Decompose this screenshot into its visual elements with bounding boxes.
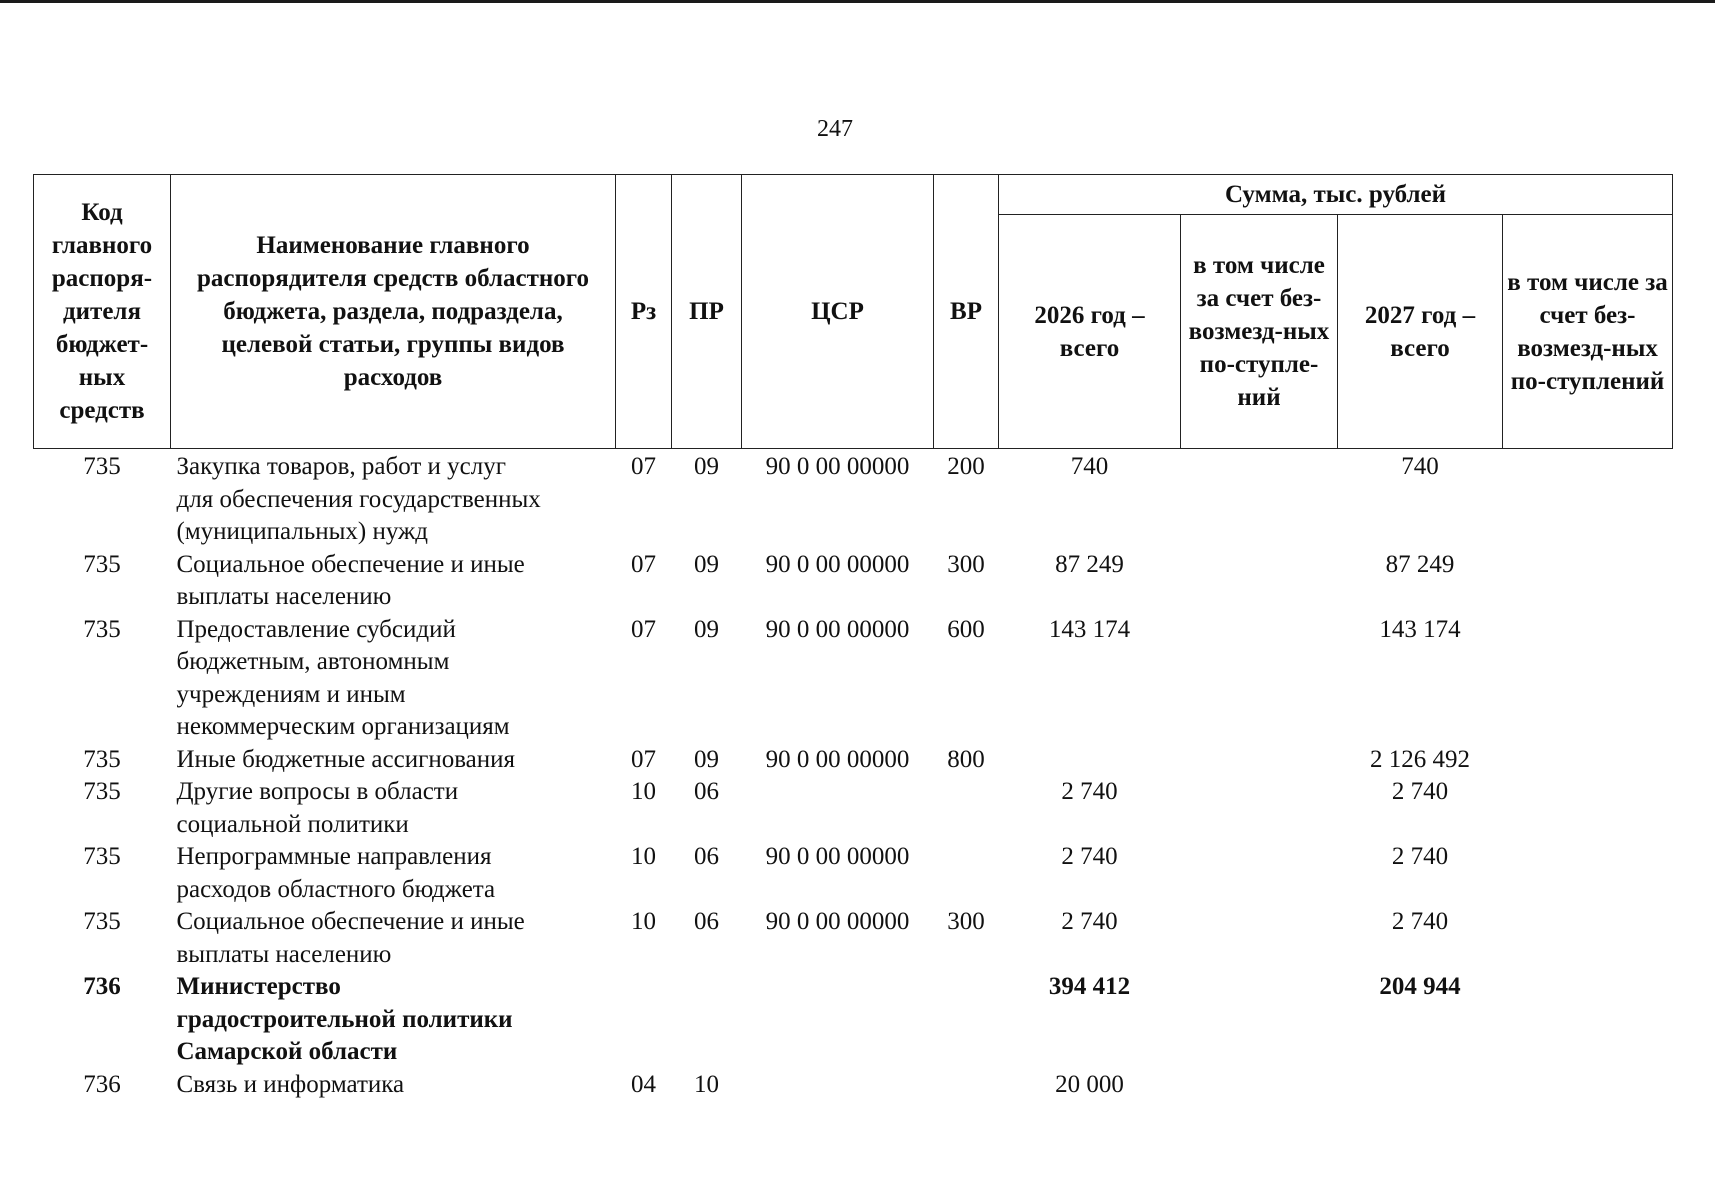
cell-code: 735 xyxy=(83,745,121,773)
cell-code: 735 xyxy=(83,843,121,870)
cell-2027-total: 2 740 xyxy=(1391,778,1449,805)
cell-vr: 600 xyxy=(947,615,985,643)
cell-rz: 07 xyxy=(631,615,656,643)
cell-2027-free xyxy=(1503,906,1673,971)
cell-2027-total: 143 174 xyxy=(1379,615,1461,643)
cell-name xyxy=(171,971,616,1069)
table-row xyxy=(34,614,1673,744)
name-line: для обеспечения государственных xyxy=(176,485,541,513)
cell-csr xyxy=(742,776,934,841)
table-row xyxy=(34,776,1673,841)
cell-csr: 90 0 00 00000 xyxy=(765,843,910,870)
cell-rz: 07 xyxy=(631,745,656,773)
cell-vr: 300 xyxy=(947,550,985,578)
cell-2026-free xyxy=(1181,841,1338,906)
cell-2027-total xyxy=(1338,1069,1503,1102)
cell-pr: 09 xyxy=(694,745,719,773)
cell-vr xyxy=(934,776,999,841)
name-line: Другие вопросы в области xyxy=(176,778,459,805)
name-line: (муниципальных) нужд xyxy=(176,518,429,545)
cell-name xyxy=(171,549,616,614)
cell-csr: 90 0 00 00000 xyxy=(765,745,910,773)
name-line: бюджетным, автономным xyxy=(176,648,450,675)
cell-vr xyxy=(934,1069,999,1102)
cell-code: 735 xyxy=(83,615,121,643)
name-line: Связь и информатика xyxy=(176,1070,405,1098)
cell-pr: 10 xyxy=(694,1070,719,1098)
cell-2026-free xyxy=(1181,906,1338,971)
name-line: Закупка товаров, работ и услуг xyxy=(176,453,506,480)
name-line: Предоставление субсидий xyxy=(176,615,456,643)
cell-vr: 800 xyxy=(947,745,985,773)
cell-csr: 90 0 00 00000 xyxy=(765,615,910,643)
cell-2027-free xyxy=(1503,549,1673,614)
cell-csr xyxy=(742,971,934,1069)
cell-2027-free xyxy=(1503,449,1673,549)
cell-csr: 90 0 00 00000 xyxy=(765,550,910,578)
page-number: 247 xyxy=(817,116,853,142)
cell-2027-total: 2 740 xyxy=(1391,843,1449,870)
table-row xyxy=(34,1069,1673,1102)
cell-rz: 04 xyxy=(631,1070,656,1098)
header-name: Наименование главного распорядителя средств областного бюджета, раздела, подраздела, целевой статьи, группы видов расходов xyxy=(171,175,616,449)
cell-pr: 09 xyxy=(694,453,719,480)
header-rz: Рз xyxy=(616,175,672,449)
cell-2026-total: 740 xyxy=(1070,453,1109,480)
name-line: Социальное обеспечение и иные xyxy=(176,908,525,935)
header-vr: ВР xyxy=(934,175,999,449)
header-sum-group: Сумма, тыс. рублей xyxy=(999,175,1673,215)
cell-2026-total: 2 740 xyxy=(1061,778,1118,805)
cell-name xyxy=(171,776,616,841)
cell-2026-free xyxy=(1181,776,1338,841)
cell-2026-total: 20 000 xyxy=(1055,1070,1124,1098)
name-line: Непрограммные направления xyxy=(176,843,492,870)
cell-csr: 90 0 00 00000 xyxy=(765,908,910,935)
table-header xyxy=(34,175,1673,449)
cell-2027-free xyxy=(1503,744,1673,777)
cell-2026-free xyxy=(1181,971,1338,1069)
cell-name xyxy=(171,614,616,744)
cell-csr xyxy=(742,1069,934,1102)
cell-2027-free xyxy=(1503,841,1673,906)
cell-rz: 10 xyxy=(631,843,656,870)
cell-2026-total xyxy=(999,744,1181,777)
name-line: расходов областного бюджета xyxy=(176,875,496,903)
cell-name xyxy=(171,841,616,906)
cell-pr: 09 xyxy=(694,615,719,643)
cell-2026-free xyxy=(1181,614,1338,744)
budget-table xyxy=(33,174,1673,1101)
cell-2026-free xyxy=(1181,1069,1338,1102)
table-row xyxy=(34,971,1673,1069)
cell-2026-free xyxy=(1181,549,1338,614)
cell-vr: 300 xyxy=(947,908,985,935)
name-line: Социальное обеспечение и иные xyxy=(176,550,525,578)
header-code: Код главного распоря-дителя бюджет-ных средств xyxy=(34,175,171,449)
cell-2027-free xyxy=(1503,1069,1673,1102)
cell-code: 735 xyxy=(83,550,121,578)
table-body xyxy=(34,449,1673,1102)
table-row xyxy=(34,841,1673,906)
cell-rz: 07 xyxy=(631,453,656,480)
header-pr: ПР xyxy=(672,175,742,449)
cell-2027-free xyxy=(1503,971,1673,1069)
table-row xyxy=(34,744,1673,777)
cell-name xyxy=(171,449,616,549)
cell-2027-total: 2 740 xyxy=(1391,908,1449,935)
cell-pr: 06 xyxy=(694,908,719,935)
cell-name xyxy=(171,744,616,777)
cell-code: 735 xyxy=(83,778,121,805)
cell-code: 735 xyxy=(83,453,121,480)
cell-name xyxy=(171,1069,616,1102)
header-2026-total: 2026 год – всего xyxy=(999,215,1181,449)
cell-2027-total: 2 126 492 xyxy=(1370,745,1470,773)
cell-rz: 10 xyxy=(631,778,656,805)
header-2026-free: в том числе за счет без-возмезд-ных по-ступле-ний xyxy=(1181,215,1338,449)
cell-2027-free xyxy=(1503,614,1673,744)
name-line: выплаты населению xyxy=(176,940,392,968)
cell-pr: 09 xyxy=(694,550,719,578)
cell-2026-total: 2 740 xyxy=(1061,908,1118,935)
name-line: градостроительной политики xyxy=(176,1005,513,1033)
cell-code: 736 xyxy=(83,973,121,1000)
cell-code: 736 xyxy=(83,1070,121,1098)
name-line: некоммерческим организациям xyxy=(176,713,510,740)
table-row xyxy=(34,906,1673,971)
cell-pr xyxy=(672,971,742,1069)
name-line: выплаты населению xyxy=(176,583,392,610)
name-line: социальной политики xyxy=(176,810,409,838)
header-2027-free: в том числе за счет без-возмезд-ных по-ступлений xyxy=(1503,215,1673,449)
cell-vr: 200 xyxy=(947,453,985,480)
header-csr: ЦСР xyxy=(742,175,934,449)
name-line: учреждениям и иным xyxy=(176,680,406,708)
cell-2026-free xyxy=(1181,449,1338,549)
cell-rz: 10 xyxy=(631,908,656,935)
name-line: Иные бюджетные ассигнования xyxy=(176,745,516,773)
cell-2026-total: 143 174 xyxy=(1048,615,1131,643)
cell-code: 735 xyxy=(83,908,121,935)
cell-pr: 06 xyxy=(694,778,719,805)
cell-vr xyxy=(934,971,999,1069)
cell-csr: 90 0 00 00000 xyxy=(765,453,910,480)
cell-2027-total: 87 249 xyxy=(1385,550,1455,578)
cell-rz xyxy=(616,971,672,1069)
cell-2026-total: 394 412 xyxy=(1048,973,1131,1000)
table-row xyxy=(34,549,1673,614)
cell-2027-total: 740 xyxy=(1401,453,1439,480)
cell-vr xyxy=(934,841,999,906)
cell-rz: 07 xyxy=(631,550,656,578)
name-line: Министерство xyxy=(176,973,341,1000)
header-2027-total: 2027 год – всего xyxy=(1338,215,1503,449)
name-line: Самарской области xyxy=(176,1038,398,1065)
cell-2027-free xyxy=(1503,776,1673,841)
cell-2026-free xyxy=(1181,744,1338,777)
table-row xyxy=(34,449,1673,549)
cell-name xyxy=(171,906,616,971)
top-rule xyxy=(0,0,1715,3)
cell-2027-total: 204 944 xyxy=(1379,973,1461,1000)
cell-pr: 06 xyxy=(694,843,719,870)
cell-2026-total: 2 740 xyxy=(1061,843,1118,870)
cell-2026-total: 87 249 xyxy=(1055,550,1124,578)
